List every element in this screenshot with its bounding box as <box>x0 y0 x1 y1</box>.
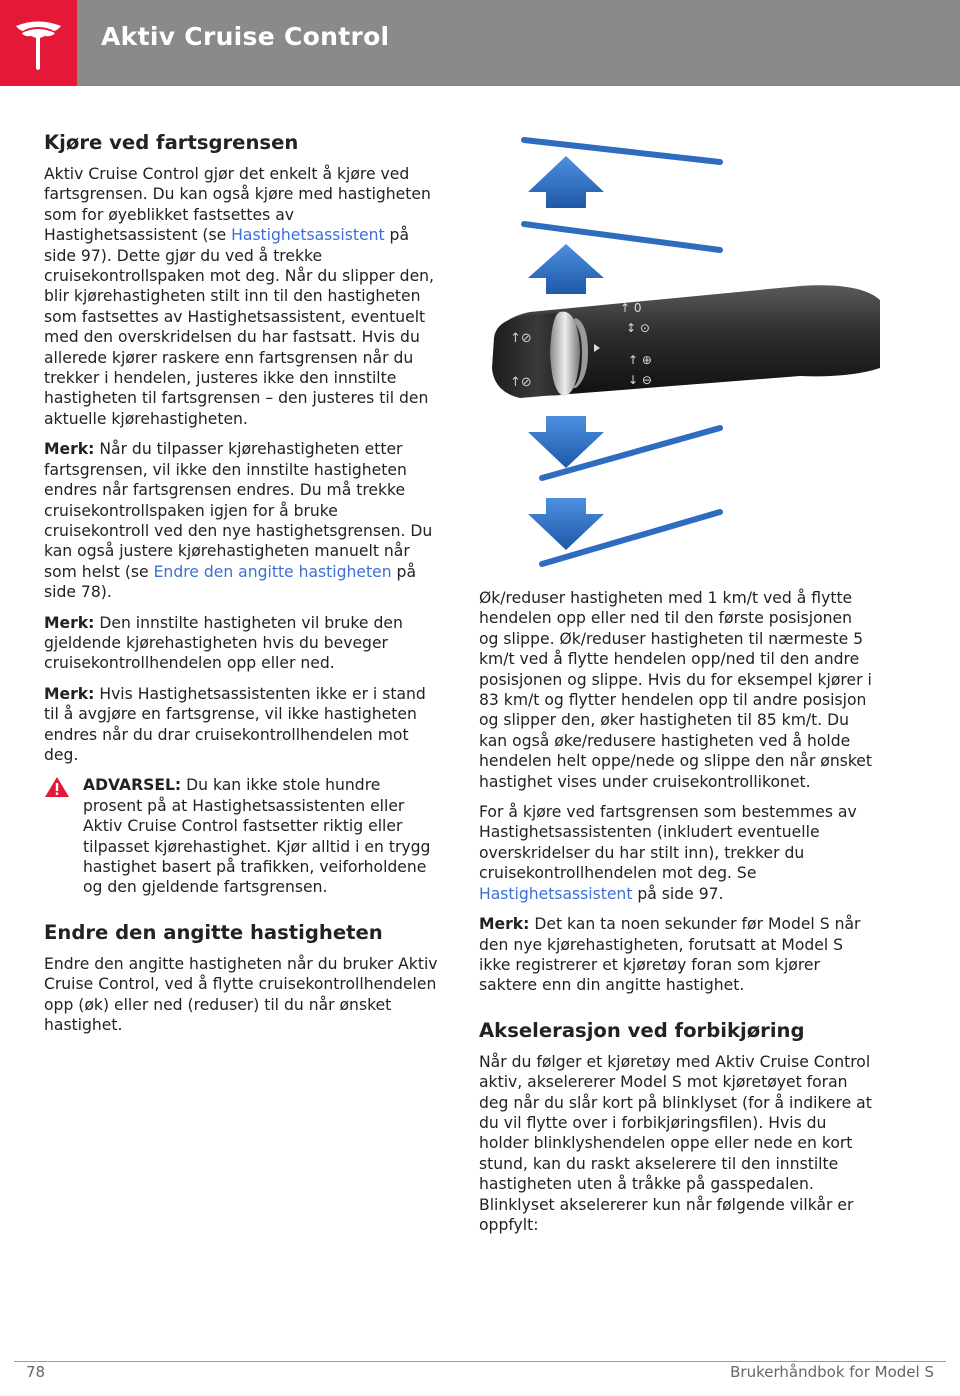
link-speed-assist-2[interactable]: Hastighetsassistent <box>479 884 633 903</box>
footer-divider <box>14 1361 946 1362</box>
text: Aktiv Cruise Control gjør det enkelt å kjøre ved fartsgrensen. Du kan også kjøre med hastigheten som for øyeblikket fastsettes av Hastighetsassistent (se <box>44 165 431 245</box>
svg-text:↓ ⊖: ↓ ⊖ <box>628 373 652 387</box>
link-speed-assist[interactable]: Hastighetsassistent <box>231 226 385 245</box>
page-header <box>0 0 960 86</box>
section-heading-change-speed: Endre den angitte hastigheten <box>44 920 383 944</box>
warning-box <box>44 775 442 897</box>
tesla-logo <box>0 0 77 86</box>
section-heading-speed-limit: Kjøre ved fartsgrensen <box>44 131 299 154</box>
text: Den innstilte hastigheten vil bruke den gjeldende kjørehastigheten hvis du beveger cruisekontrollhendelen opp eller ned. <box>44 613 403 673</box>
svg-text:↑ ⊕: ↑ ⊕ <box>628 353 652 367</box>
tesla-logo-icon <box>14 18 63 70</box>
text: Når du tilpasser kjørehastigheten etter fartsgrensen, vil ikke den innstilte hastigheten endres når fartsgrensen endres. Du må trekke cruisekontrollspaken igjen for å bruke cruisekontroll ved den nye hastighetsgrensen. Du kan også justere kjørehastigheten manuelt når som helst (se <box>44 440 433 581</box>
section-heading-overtake: Akselerasjon ved forbikjøring <box>479 1018 805 1042</box>
note-3 <box>44 684 442 766</box>
warning-label: ADVARSEL: <box>83 776 182 795</box>
right-column <box>479 588 875 1245</box>
warning-text: Du kan ikke stole hundre prosent på at Hastighetsassistenten eller Aktiv Cruise Control fastsetter riktig eller tilpasset kjørehastighet. Kjør alltid i en trygg hastighet basert på trafikken, veiforholdene og den gjeldende fartsgrensen. <box>83 776 431 897</box>
note-1 <box>44 439 442 602</box>
left-column <box>44 130 442 1045</box>
svg-text:↑⊘: ↑⊘ <box>510 375 532 390</box>
footer-title: Brukerhåndbok for Model S <box>730 1363 934 1381</box>
text: på side 97. <box>632 884 724 903</box>
paragraph-intro <box>44 164 442 429</box>
note-label: Merk: <box>44 613 95 632</box>
note-2 <box>44 613 442 674</box>
paragraph-adjust-speed: Øk/reduser hastigheten med 1 km/t ved å flytte hendelen opp eller ned til den første posisjonen og slippe. Øk/reduser hastigheten til nærmeste 5 km/t ved å flytte hendelen opp/ned til den andre posisjonen og slippe. Hvis du for eksempel kjører i 83 km/t og flytter hendelen opp til andre posisjon og slipper den, øker hastigheten til 85 km/t. Du kan også øke/redusere hastigheten ved å holde hendelen helt oppe/nede og slippe den når ønsket hastighet vises under cruisekontrollikonet. <box>479 589 873 791</box>
text: For å kjøre ved fartsgrensen som bestemmes av Hastighetsassistenten (inkludert eventuelle overskridelser du har stilt inn), trekker du cruisekontrollhendelen mot deg. Se <box>479 803 857 883</box>
paragraph-speed-assist <box>479 802 875 904</box>
note-label: Merk: <box>44 440 95 459</box>
svg-text:↕ ⊙: ↕ ⊙ <box>626 321 650 335</box>
paragraph-overtake: Når du følger et kjøretøy med Aktiv Cruise Control aktiv, akselererer Model S mot kjøretøyet foran deg når du slår kort på blinklyset (for å indikere at du vil flytte over i forbikjøringsfilen). Hvis du holder blinklyshendelen oppe eller nede en kort stund, kan du raskt akselerere til den innstilte hastigheten uten å tråkke på gasspedalen. Blinklyset akselererer kun når følgende vilkår er oppfylt: <box>479 1052 872 1234</box>
page-title: Aktiv Cruise Control <box>101 22 390 51</box>
svg-text:↑⊘: ↑⊘ <box>510 331 532 346</box>
text: Hvis Hastighetsassistenten ikke er i stand til å avgjøre en fartsgrense, vil ikke hastigheten endres når du drar cruisekontrollhendelen mot deg. <box>44 684 426 764</box>
note-label: Merk: <box>479 915 530 934</box>
warning-icon <box>44 776 70 798</box>
paragraph-change-speed: Endre den angitte hastigheten når du bruker Aktiv Cruise Control, ved å flytte cruisekontrollhendelen opp (øk) eller ned (reduser) til du når ønsket hastighet. <box>44 954 438 1035</box>
text: Det kan ta noen sekunder før Model S når den nye kjørehastigheten, forutsatt at Model S ikke registrerer et kjøretøy foran som kjører saktere enn din angitte hastighet. <box>479 915 861 995</box>
text: på side 97). Dette gjør du ved å trekke cruisekontrollspaken mot deg. Når du slipper den, blir kjørehastigheten stilt inn til den hastigheten som fastsettes av Hastighetsassistent, eventuelt med den overskridelsen du har fastsatt. Hvis du allerede kjører raskere enn fartsgrensen når du trekker i hendelen, justeres ikke den innstilte hastigheten til fartsgrensen – den justeres til den aktuelle kjørehastigheten. <box>44 226 435 428</box>
link-change-speed[interactable]: Endre den angitte hastigheten <box>153 562 392 581</box>
note-label: Merk: <box>44 684 95 703</box>
cruise-stalk-figure <box>480 132 880 572</box>
text: på side 78). <box>44 562 417 602</box>
page-number: 78 <box>26 1363 46 1381</box>
note-right <box>479 914 875 996</box>
svg-text:↑ 0: ↑ 0 <box>620 301 642 315</box>
cruise-stalk-illustration <box>480 132 880 572</box>
